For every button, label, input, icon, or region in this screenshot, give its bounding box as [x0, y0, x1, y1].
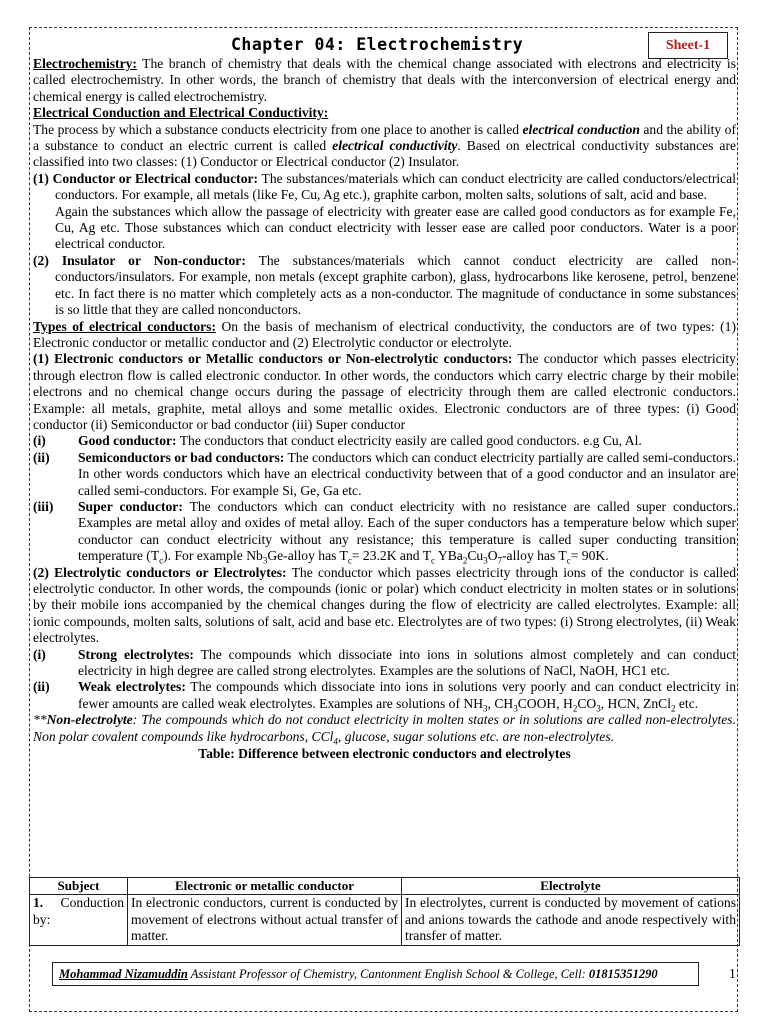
electrolytic-paragraph — [33, 565, 736, 647]
list-item-number: (iii) — [33, 498, 54, 514]
super-conductor-text: Ge-alloy has T — [267, 548, 348, 564]
list-item-number: (i) — [33, 433, 46, 449]
footer-credit — [52, 962, 699, 986]
conductor-label: (1) Conductor or Electrical conductor: — [33, 170, 259, 186]
super-conductor-text: = 23.2K and T — [351, 548, 432, 564]
weak-electrolytes-text: , HCN, ZnCl — [600, 695, 671, 711]
list-item-number: (ii) — [33, 449, 50, 465]
types-text: On the basis of mechanism of electrical conductivity, the conductors are of two types: (1) Electronic conductor or metallic conductor and (2) Electrolytic conductor or electrolyte. — [33, 318, 736, 350]
column-header: Electrolyte — [402, 878, 740, 895]
non-electrolyte-text: : The compounds which do not conduct electricity in molten states or in solutions are called non-electrolytes. Non polar covalent compounds like hydrocarbons, CCl — [33, 712, 736, 744]
subscript: 4 — [333, 736, 338, 747]
subscript: c — [159, 555, 164, 566]
term-electrical-conduction: electrical conduction — [522, 121, 640, 137]
weak-electrolytes-text: , CH — [487, 695, 514, 711]
conductor-text: The substances/materials which can conduct electricity are called conductors/electrical conductors. For example, all metals (like Fe, Cu, Ag etc.), graphite carbon, molten salts, solutions of salt, acid and base. — [55, 170, 736, 203]
good-conductor-label: Good conductor: — [78, 433, 177, 449]
conduction-text-2: and the ability of a substance to conduct an electric current is called — [33, 121, 736, 154]
electrolytic-text: The conductor which passes electricity through ions of the conductor is called electrolytic conductor. In other words, the compounds (ionic or polar) which conduct electricity in molten states or in solutions by their mobile ions accompanied by the chemical changes during the flow of electricity are called electrolytes. Example: all ionic compounds, molten salts, solutions of salt, acid and base etc. Electrolytes are of two types: (i) Strong electrolytes, (ii) Weak electrolytes. — [33, 564, 736, 646]
table-cell-electronic: In electronic conductors, current is conducted by movement of electrons without actual transfer of matter. — [128, 895, 402, 945]
super-conductor-text: O — [487, 548, 498, 564]
electrolytic-label: (2) Electrolytic conductors or Electrolytes: — [33, 564, 287, 580]
semiconductor-label: Semiconductors or bad conductors: — [78, 449, 285, 465]
subscript: 3 — [596, 703, 601, 714]
super-conductor-text: The conductors which can conduct electricity with no resistance are called super conductors. Examples are metal alloy and oxides of metal alloy. Each of the super conductors has a temperature below which super conductor can conduct electricity without any resistance; this temperature is called super conducting transition temperature (T — [78, 498, 736, 564]
non-electrolyte-text: , glucose, sugar solutions etc. are non-electrolytes. — [337, 728, 615, 744]
row-number: 1. — [33, 895, 44, 911]
super-conductor-text: Cu — [467, 548, 484, 564]
list-item-number: (ii) — [33, 679, 50, 695]
row-subject: Conduction by: — [33, 895, 124, 927]
electronic-paragraph — [33, 351, 736, 433]
author-name: Mohammad Nizamuddin — [59, 967, 188, 981]
list-item-body — [78, 450, 736, 499]
weak-electrolytes-text: etc. — [675, 695, 699, 711]
non-electrolyte-paragraph — [33, 712, 736, 745]
insulator-text: The substances/materials which cannot conduct electricity are called non-conductors/insulators. For example, non metals (except graphite carbon), glass, hydrocarbons like kerosene, petrol, benzene etc. In fact there is no matter which completely acts as a non-conductor. The magnitude of conductance in some substances is so little that they are called nonconductors. — [55, 252, 736, 318]
strong-electrolytes-text: The compounds which dissociate into ions in solutions almost completely and can conduct electricity in high degree are called strong electrolytes. Examples are the solutions of NaCl, NaOH, HC1 etc. — [78, 646, 737, 679]
super-conductor-text: = 90K. — [570, 548, 609, 564]
subscript: 3 — [513, 703, 518, 714]
weak-electrolytes-text: COOH, H — [517, 695, 573, 711]
insulator-label: (2) Insulator or Non-conductor: — [33, 252, 246, 268]
author-role: Assistant Professor of Chemistry, Cantonment English School & College, Cell: — [187, 967, 589, 981]
document-body — [33, 56, 736, 762]
subscript: 2 — [671, 703, 676, 714]
list-item-strong-electrolytes — [33, 647, 736, 680]
types-paragraph — [33, 319, 736, 352]
conductor-paragraph — [33, 171, 736, 204]
intro-text: The branch of chemistry that deals with the chemical change associated with electrons and electricity is called electrochemistry. In other words, the branch of chemistry that deals with the interconversion of electrical energy and chemical energy is called electrochemistry. — [33, 56, 736, 104]
list-item-good-conductor — [33, 433, 736, 449]
subscript: c — [347, 555, 352, 566]
subscript: 2 — [572, 703, 578, 714]
non-electrolyte-label: Non-electrolyte — [46, 712, 133, 728]
subscript: c — [566, 555, 571, 566]
subscript: c — [431, 555, 436, 566]
semiconductor-text: The conductors which can conduct electricity partially are called semi-conductors. In other words conductors which have an electrical conductivity between that of a good conductor and an insulator are called semi-conductors. For example Si, Ge, Ga etc. — [78, 449, 737, 498]
conduction-paragraph — [33, 122, 736, 171]
super-conductor-text: ). For example Nb — [163, 548, 263, 564]
table-header-row — [30, 878, 740, 895]
table-cell-electrolyte: In electrolytes, current is conducted by movement of cations and anions towards the cathode and anode respectively with transfer of matter. — [402, 895, 740, 945]
subscript: 7 — [497, 555, 503, 566]
insulator-paragraph — [33, 253, 736, 319]
page-number: 1 — [729, 966, 736, 981]
table-caption: Table: Difference between electronic conductors and electrolytes — [198, 746, 571, 762]
list-item-body — [78, 433, 736, 449]
term-electrical-conductivity: electrical conductivity — [332, 138, 458, 154]
conductor-paragraph-2: Again the substances which allow the passage of electricity with greater ease are called good conductors as for example Fe, Cu, Ag etc. Those substances which can conduct electricity with lesser ease are called poor conductors. Water is a poor electrical conductor. — [55, 203, 736, 252]
column-header: Subject — [30, 878, 128, 895]
list-item-number: (i) — [33, 646, 46, 662]
sheet-label: Sheet-1 — [648, 32, 728, 59]
super-conductor-label: Super conductor: — [78, 498, 183, 514]
note-marker: ** — [33, 712, 47, 728]
electronic-label: (1) Electronic conductors or Metallic conductors or Non-electrolytic conductors: — [33, 351, 513, 367]
table-row — [30, 895, 740, 945]
good-conductor-text: The conductors that conduct electricity easily are called good conductors. e.g Cu, Al. — [176, 433, 642, 449]
comparison-table — [29, 877, 740, 946]
weak-electrolytes-text: The compounds which dissociate into ions in solutions very poorly and can conduct electricity in fewer amounts are called weak electrolytes. Examples are solutions of NH — [78, 679, 736, 711]
conduction-text-1: The process by which a substance conducts electricity from one place to another is called — [33, 121, 523, 137]
strong-electrolytes-label: Strong electrolytes: — [78, 646, 194, 662]
table-cell-subject — [30, 895, 128, 945]
column-header: Electronic or metallic conductor — [128, 878, 402, 895]
subscript: 3 — [483, 703, 488, 714]
author-phone: 01815351290 — [588, 967, 658, 981]
list-item-body — [78, 647, 736, 680]
list-item-super-conductor — [33, 499, 736, 565]
weak-electrolytes-label: Weak electrolytes: — [78, 679, 186, 695]
page-title: Chapter 04: Electrochemistry — [231, 35, 524, 54]
conduction-heading: Electrical Conduction and Electrical Conductivity: — [33, 105, 329, 121]
conduction-text-3: . Based on electrical conductivity substances are classified into two classes: (1) Conductor or Electrical conductor (2) Insulator. — [33, 138, 737, 170]
subscript: 3 — [483, 555, 488, 566]
list-item-body — [78, 499, 736, 565]
subscript: 2 — [462, 555, 468, 566]
list-item-weak-electrolytes — [33, 679, 736, 712]
super-conductor-text: -alloy has T — [502, 548, 567, 564]
electronic-text: The conductor which passes electricity through electron flow is called electronic conductor. In other words, the conductors which carry electric charge by their mobile electrons and no chemical change occurs during the passage of electricity through them are called electronic conductors. Example: all metals, graphite, metal alloys and some metallic oxides. Electronic conductors are of three types: (i) Good conductor (ii) Semiconductor or bad conductor (iii) Super conductor — [33, 351, 736, 432]
subscript: 3 — [262, 555, 268, 566]
weak-electrolytes-text: CO — [577, 695, 597, 711]
list-item-body — [78, 679, 736, 712]
list-item-semiconductor — [33, 450, 736, 499]
intro-paragraph — [33, 56, 736, 105]
super-conductor-text: YBa — [435, 548, 463, 564]
term-electrochemistry: Electrochemistry: — [33, 56, 137, 71]
types-heading: Types of electrical conductors: — [33, 318, 216, 334]
